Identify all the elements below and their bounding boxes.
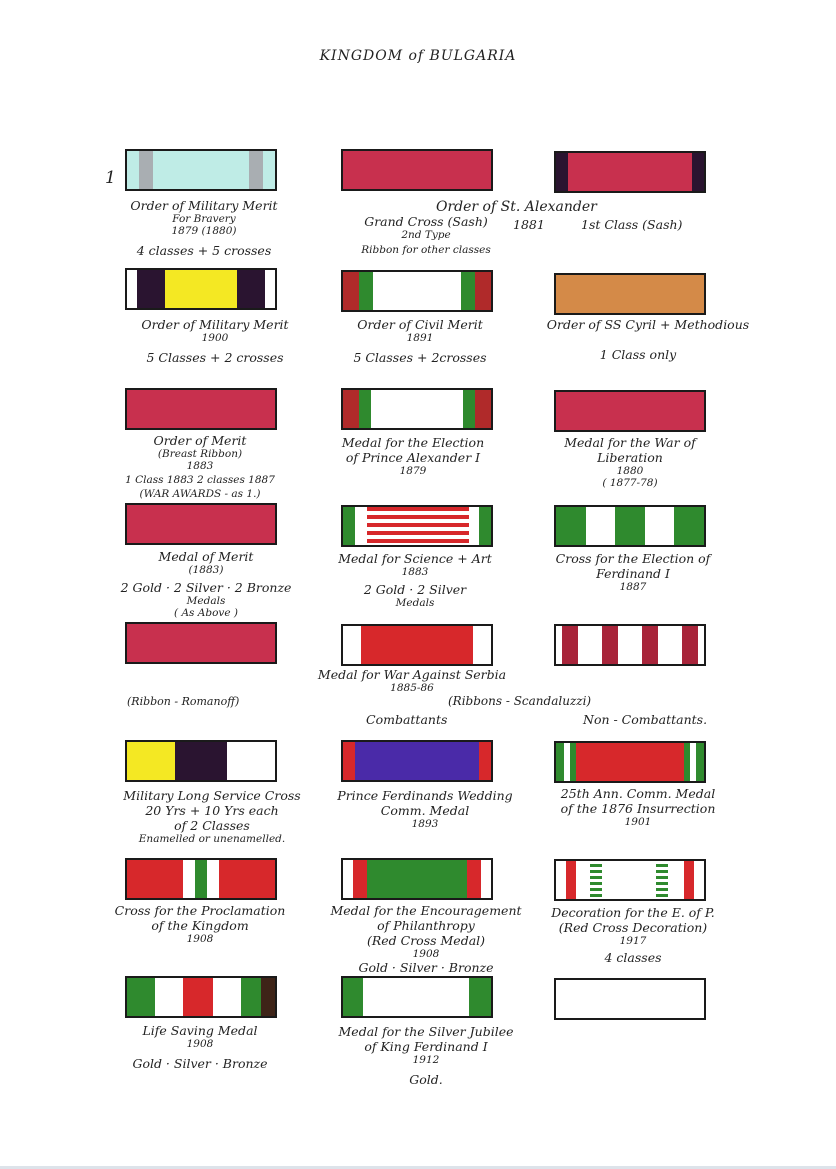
caption-war-liberation: Medal for the War of Liberation 1880 ( 1877-78) — [564, 435, 696, 489]
ribbon-insurrection — [554, 741, 706, 783]
ribbon-cyril-methodius — [554, 273, 706, 315]
ribbon-civil-merit — [341, 270, 493, 312]
caption-insurrection: 25th Ann. Comm. Medal of the 1876 Insurrection 1901 — [560, 786, 716, 828]
ribbon-science-art — [341, 505, 493, 547]
ribbon-philanthropy — [341, 858, 493, 900]
caption-non-combattants: Non - Combattants. — [583, 712, 708, 727]
caption-military-merit-1900: Order of Military Merit 1900 5 Classes + 2 crosses — [141, 317, 289, 365]
caption-red-cross-decoration: Decoration for the E. of P. (Red Cross Decoration) 1917 4 classes — [551, 905, 715, 965]
ribbon-wedding — [341, 740, 493, 782]
ribbon-war-liberation — [554, 390, 706, 432]
ribbon-order-of-merit — [125, 388, 277, 430]
caption-medal-of-merit: Medal of Merit (1883) 2 Gold · 2 Silver · 2 Bronze Medals ( As Above ) — [120, 549, 292, 619]
page-title: KINGDOM of BULGARIA — [319, 48, 517, 64]
caption-st-alexander-title: Order of St. Alexander — [436, 199, 597, 215]
caption-wedding: Prince Ferdinands Wedding Comm. Medal 1893 — [337, 788, 513, 830]
ribbon-election-alexander — [341, 388, 493, 430]
caption-order-of-merit: Order of Merit (Breast Ribbon) 1883 1 Class 1883 2 classes 1887 (WAR AWARDS - as 1.) — [125, 433, 275, 500]
ribbon-military-merit-1900 — [125, 268, 277, 310]
caption-cyril-methodius: Order of SS Cyril + Methodious 1 Class only — [546, 317, 750, 362]
caption-st-alexander-grand: Grand Cross (Sash) 2nd Type Ribbon for other classes — [361, 214, 491, 256]
caption-civil-merit: Order of Civil Merit 1891 5 Classes + 2crosses — [353, 317, 487, 365]
ribbon-st-alexander-first-class — [554, 151, 706, 193]
caption-long-service: Military Long Service Cross 20 Yrs + 10 Yrs each of 2 Classes Enamelled or unenamelled. — [123, 788, 301, 845]
caption-science-art: Medal for Science + Art 1883 2 Gold · 2 Silver Medals — [338, 551, 492, 609]
caption-life-saving: Life Saving Medal 1908 Gold · Silver · Bronze — [132, 1023, 268, 1071]
caption-election-ferdinand: Cross for the Election of Ferdinand I 1887 — [555, 551, 711, 593]
caption-st-alexander-year: 1881 — [513, 217, 545, 232]
caption-election-alexander: Medal for the Election of Prince Alexander I 1879 — [341, 435, 485, 477]
ribbon-war-serbia-non-combattants — [554, 624, 706, 666]
caption-scandaluzzi: (Ribbons - Scandaluzzi) — [448, 694, 592, 708]
ribbon-military-merit-bravery — [125, 149, 277, 191]
ribbon-election-ferdinand — [554, 505, 706, 547]
ribbon-st-alexander-grand-cross — [341, 149, 493, 191]
ribbon-silver-jubilee — [341, 976, 493, 1018]
ribbon-red-cross-decoration — [554, 859, 706, 901]
ribbon-blank — [554, 978, 706, 1020]
caption-philanthropy: Medal for the Encouragement of Philanthropy (Red Cross Medal) 1908 Gold · Silver · Bronze — [330, 903, 522, 975]
ribbon-war-serbia-combattants — [341, 624, 493, 666]
ribbon-long-service — [125, 740, 277, 782]
ribbon-romanoff — [125, 622, 277, 664]
caption-romanoff: (Ribbon - Romanoff) — [127, 695, 240, 708]
caption-combattants: Combattants — [366, 712, 448, 727]
caption-proclamation: Cross for the Proclamation of the Kingdom 1908 — [114, 903, 286, 945]
caption-st-alexander-first: 1st Class (Sash) — [581, 217, 683, 232]
caption-war-serbia: Medal for War Against Serbia 1885-86 — [317, 667, 507, 694]
ribbon-medal-of-merit — [125, 503, 277, 545]
caption-military-merit-bravery: Order of Military Merit For Bravery 1879 (1880) 4 classes + 5 crosses — [130, 198, 278, 258]
ribbon-proclamation — [125, 858, 277, 900]
caption-silver-jubilee: Medal for the Silver Jubilee of King Ferdinand I 1912 Gold. — [338, 1024, 514, 1087]
row-number: 1 — [105, 168, 116, 188]
ribbon-life-saving — [125, 976, 277, 1018]
